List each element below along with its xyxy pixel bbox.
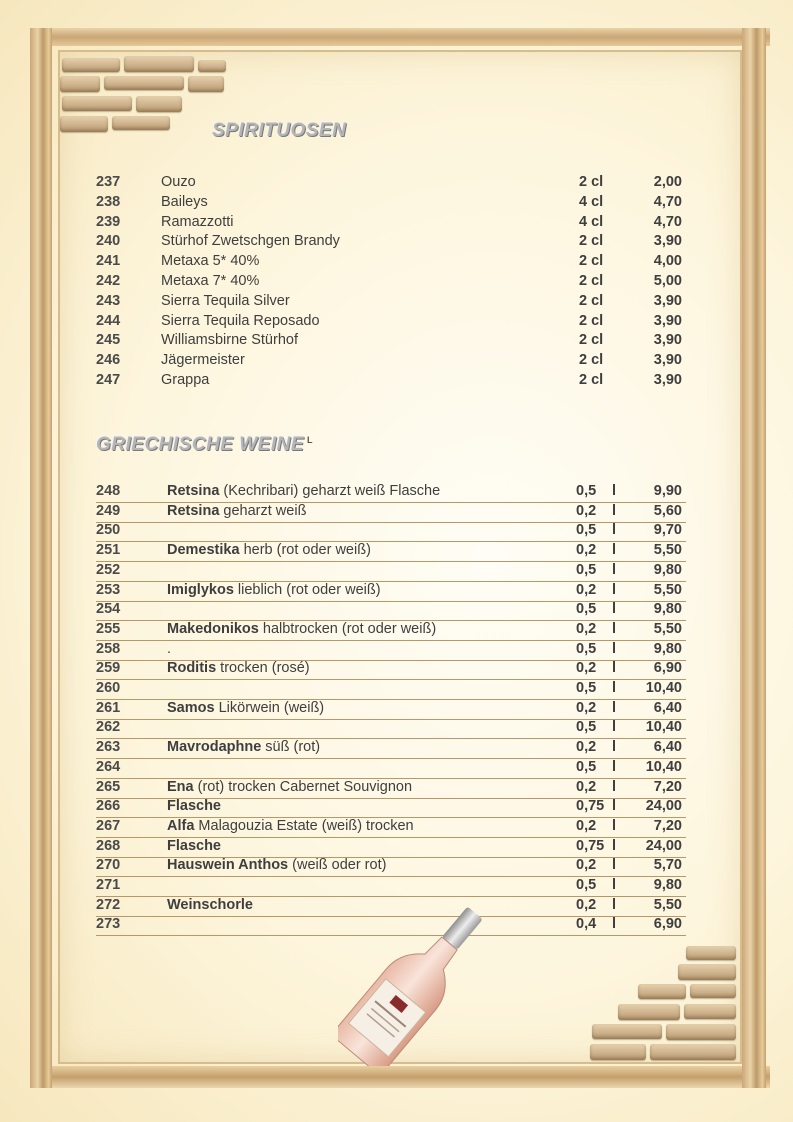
wines-title-text: GRIECHISCHE WEINE [96, 434, 305, 455]
item-unit: l [612, 778, 617, 795]
item-volume: 0,5 [576, 561, 597, 578]
item-number: 258 [96, 640, 121, 657]
list-item [96, 194, 686, 214]
item-name: Williamsbirne Stürhof [161, 332, 298, 349]
item-number: 240 [96, 233, 121, 250]
item-name [167, 857, 386, 873]
item-unit: l [612, 857, 617, 874]
item-volume: 0,5 [576, 680, 597, 696]
item-name: Sierra Tequila Reposado [161, 312, 320, 329]
section-title-wines [96, 434, 313, 456]
table-row [96, 542, 686, 562]
item-number: 262 [96, 719, 121, 736]
item-name-rest: süß (rot) [261, 739, 321, 756]
item-name-bold: Makedonikos [167, 620, 259, 637]
item-number: 255 [96, 620, 121, 637]
table-row [96, 779, 686, 799]
item-name [167, 641, 171, 657]
item-number: 252 [96, 561, 121, 578]
item-unit: l [612, 837, 617, 854]
item-volume: 0,2 [576, 817, 597, 834]
item-number: 263 [96, 739, 121, 756]
table-row [96, 660, 686, 680]
item-volume: 0,2 [576, 896, 597, 913]
item-volume: 2 cl [579, 372, 604, 388]
item-name-bold: Demestika [167, 542, 240, 559]
item-name-bold: Alfa [167, 817, 195, 834]
list-item [96, 372, 686, 392]
item-volume: 0,2 [576, 502, 597, 519]
item-number: 268 [96, 837, 121, 854]
item-price: 9,80 [653, 640, 682, 657]
item-name-bold: Imiglykos [167, 581, 234, 598]
item-name [167, 897, 253, 913]
item-unit: l [612, 798, 617, 815]
item-volume: 2 cl [579, 174, 604, 190]
item-price: 5,00 [653, 273, 682, 289]
item-volume: 2 cl [579, 273, 604, 289]
item-name-rest: lieblich (rot oder weiß) [233, 581, 381, 598]
item-price: 3,90 [653, 233, 682, 250]
table-row [96, 522, 686, 542]
item-volume: 2 cl [579, 292, 604, 309]
item-name [167, 542, 371, 558]
item-volume: 0,2 [576, 581, 597, 598]
item-unit: l [612, 739, 617, 756]
item-name [167, 798, 221, 814]
frame-right [742, 28, 766, 1088]
item-price: 10,40 [645, 758, 682, 775]
item-name: Ramazzotti [161, 213, 234, 230]
table-row [96, 818, 686, 838]
item-number: 239 [96, 213, 121, 230]
item-number: 265 [96, 778, 121, 795]
item-volume: 4 cl [579, 193, 604, 210]
item-name-bold: Mavrodaphne [167, 739, 262, 756]
table-row [96, 719, 686, 739]
item-price: 9,90 [653, 483, 682, 499]
item-number: 251 [96, 542, 121, 559]
item-price: 7,20 [653, 817, 682, 834]
item-name-rest: herb (rot oder weiß) [239, 542, 371, 559]
item-name-bold: Samos [167, 699, 215, 716]
item-number: 242 [96, 273, 121, 289]
item-number: 259 [96, 660, 121, 677]
item-unit: l [612, 542, 617, 559]
item-number: 244 [96, 312, 121, 329]
list-item [96, 253, 686, 273]
table-row [96, 838, 686, 858]
item-unit: l [612, 817, 617, 834]
table-row [96, 700, 686, 720]
list-item [96, 214, 686, 234]
item-name-rest: (Kechribari) geharzt weiß Flasche [219, 483, 441, 499]
table-row [96, 680, 686, 700]
item-name-rest: trocken (rosé) [216, 660, 310, 677]
item-price: 6,40 [653, 739, 682, 756]
item-number: 237 [96, 174, 121, 190]
item-name [167, 818, 414, 834]
item-name [167, 660, 310, 676]
frame-left [30, 28, 52, 1088]
item-price: 10,40 [645, 719, 682, 736]
list-item [96, 332, 686, 352]
table-row [96, 877, 686, 897]
table-row [96, 601, 686, 621]
list-item [96, 352, 686, 372]
item-volume: 2 cl [579, 253, 604, 270]
item-price: 3,90 [653, 372, 682, 388]
item-name-bold: Roditis [167, 660, 217, 677]
item-name [167, 739, 320, 755]
item-name [167, 779, 412, 795]
item-number: 246 [96, 352, 121, 369]
item-volume: 2 cl [579, 233, 604, 250]
item-number: 272 [96, 896, 121, 913]
item-price: 3,90 [653, 312, 682, 329]
item-name [167, 838, 221, 854]
item-name-rest: Likörwein (weiß) [214, 699, 325, 716]
item-unit: l [612, 680, 617, 696]
table-row [96, 641, 686, 661]
item-unit: l [612, 916, 617, 933]
item-number: 245 [96, 332, 121, 349]
item-volume: 0,5 [576, 522, 597, 539]
item-volume: 0,75 [576, 798, 605, 815]
item-volume: 0,5 [576, 719, 597, 736]
item-unit: l [612, 699, 617, 716]
item-volume: 0,5 [576, 483, 597, 499]
item-number: 266 [96, 798, 121, 815]
item-number: 261 [96, 699, 121, 716]
item-volume: 0,2 [576, 739, 597, 756]
table-row [96, 562, 686, 582]
item-price: 9,80 [653, 601, 682, 618]
item-price: 2,00 [653, 174, 682, 190]
item-price: 3,90 [653, 352, 682, 369]
item-unit: l [612, 601, 617, 618]
item-unit: l [612, 896, 617, 913]
item-name-bold: Retsina [167, 483, 220, 499]
item-volume: 0,5 [576, 758, 597, 775]
item-volume: 0,5 [576, 877, 597, 893]
item-name-bold: Flasche [167, 798, 221, 815]
item-price: 4,70 [653, 193, 682, 210]
item-price: 9,70 [653, 522, 682, 539]
table-row [96, 621, 686, 641]
item-price: 7,20 [653, 778, 682, 795]
item-number: 253 [96, 581, 121, 598]
item-number: 267 [96, 817, 121, 834]
item-volume: 2 cl [579, 352, 604, 369]
wines-title-mark: L [307, 434, 314, 445]
item-name: Metaxa 5* 40% [161, 253, 260, 270]
table-row [96, 582, 686, 602]
item-volume: 0,5 [576, 601, 597, 618]
frame-top [30, 28, 770, 46]
item-price: 5,50 [653, 542, 682, 559]
item-number: 264 [96, 758, 121, 775]
item-price: 9,80 [653, 877, 682, 893]
item-name-rest: (weiß oder rot) [288, 857, 387, 874]
item-price: 6,40 [653, 699, 682, 716]
item-volume: 0,5 [576, 640, 597, 657]
item-name: Baileys [161, 193, 208, 210]
item-volume: 2 cl [579, 332, 604, 349]
item-price: 5,50 [653, 581, 682, 598]
item-volume: 0,2 [576, 620, 597, 637]
item-name [167, 483, 440, 499]
item-price: 6,90 [653, 660, 682, 677]
item-unit: l [612, 877, 617, 893]
item-unit: l [612, 640, 617, 657]
item-number: 241 [96, 253, 121, 270]
item-unit: l [612, 581, 617, 598]
item-name: Sierra Tequila Silver [161, 292, 290, 309]
item-name-bold: Retsina [167, 502, 220, 519]
frame-bottom [30, 1066, 770, 1088]
list-item [96, 273, 686, 293]
wine-bottle-icon [338, 896, 498, 1066]
item-price: 5,50 [653, 896, 682, 913]
item-number: 273 [96, 916, 121, 933]
item-volume: 0,2 [576, 660, 597, 677]
item-name-bold: Ena [167, 778, 194, 795]
item-number: 254 [96, 601, 121, 618]
table-row [96, 483, 686, 503]
item-name-bold: Weinschorle [167, 896, 253, 913]
item-price: 24,00 [645, 837, 682, 854]
item-number: 250 [96, 522, 121, 539]
item-name [167, 582, 381, 598]
item-name-rest: geharzt weiß [219, 502, 307, 519]
item-price: 4,00 [653, 253, 682, 270]
item-name: Ouzo [161, 174, 196, 190]
item-volume: 0,2 [576, 542, 597, 559]
item-volume: 0,2 [576, 857, 597, 874]
item-name-rest: Malagouzia Estate (weiß) trocken [194, 817, 414, 834]
item-number: 260 [96, 680, 121, 696]
item-name [167, 503, 306, 519]
item-price: 5,60 [653, 502, 682, 519]
item-name [167, 700, 324, 716]
item-price: 9,80 [653, 561, 682, 578]
table-row [96, 503, 686, 523]
item-unit: l [612, 522, 617, 539]
item-price: 6,90 [653, 916, 682, 933]
item-price: 4,70 [653, 213, 682, 230]
item-name-rest: . [167, 640, 172, 657]
item-unit: l [612, 483, 617, 499]
item-name-rest: (rot) trocken Cabernet Souvignon [193, 778, 413, 795]
list-item [96, 313, 686, 333]
item-name: Stürhof Zwetschgen Brandy [161, 233, 340, 250]
item-name [167, 621, 436, 637]
item-name-bold: Hauswein Anthos [167, 857, 289, 874]
item-number: 238 [96, 193, 121, 210]
item-volume: 0,75 [576, 837, 605, 854]
item-price: 5,50 [653, 620, 682, 637]
table-row [96, 739, 686, 759]
section-title-spirits: SPIRITUOSEN [212, 120, 347, 141]
item-price: 3,90 [653, 332, 682, 349]
item-volume: 0,2 [576, 699, 597, 716]
item-volume: 0,2 [576, 778, 597, 795]
table-row [96, 759, 686, 779]
item-number: 249 [96, 502, 121, 519]
item-price: 5,70 [653, 857, 682, 874]
item-unit: l [612, 620, 617, 637]
table-row [96, 857, 686, 877]
item-number: 248 [96, 483, 121, 499]
item-price: 3,90 [653, 292, 682, 309]
item-name-bold: Flasche [167, 837, 221, 854]
item-unit: l [612, 719, 617, 736]
item-number: 271 [96, 877, 121, 893]
item-volume: 4 cl [579, 213, 604, 230]
item-price: 24,00 [645, 798, 682, 815]
item-unit: l [612, 660, 617, 677]
item-name: Jägermeister [161, 352, 245, 369]
table-row [96, 798, 686, 818]
stone-wall-icon [58, 54, 228, 140]
list-item [96, 174, 686, 194]
stone-wall-icon [588, 942, 740, 1068]
list-item [96, 233, 686, 253]
item-unit: l [612, 758, 617, 775]
item-number: 247 [96, 372, 121, 388]
item-volume: 2 cl [579, 312, 604, 329]
item-volume: 0,4 [576, 916, 597, 933]
item-number: 270 [96, 857, 121, 874]
item-name: Metaxa 7* 40% [161, 273, 260, 289]
item-unit: l [612, 502, 617, 519]
item-number: 243 [96, 292, 121, 309]
item-name: Grappa [161, 372, 210, 388]
list-item [96, 293, 686, 313]
item-unit: l [612, 561, 617, 578]
item-price: 10,40 [645, 680, 682, 696]
item-name-rest: halbtrocken (rot oder weiß) [258, 620, 437, 637]
